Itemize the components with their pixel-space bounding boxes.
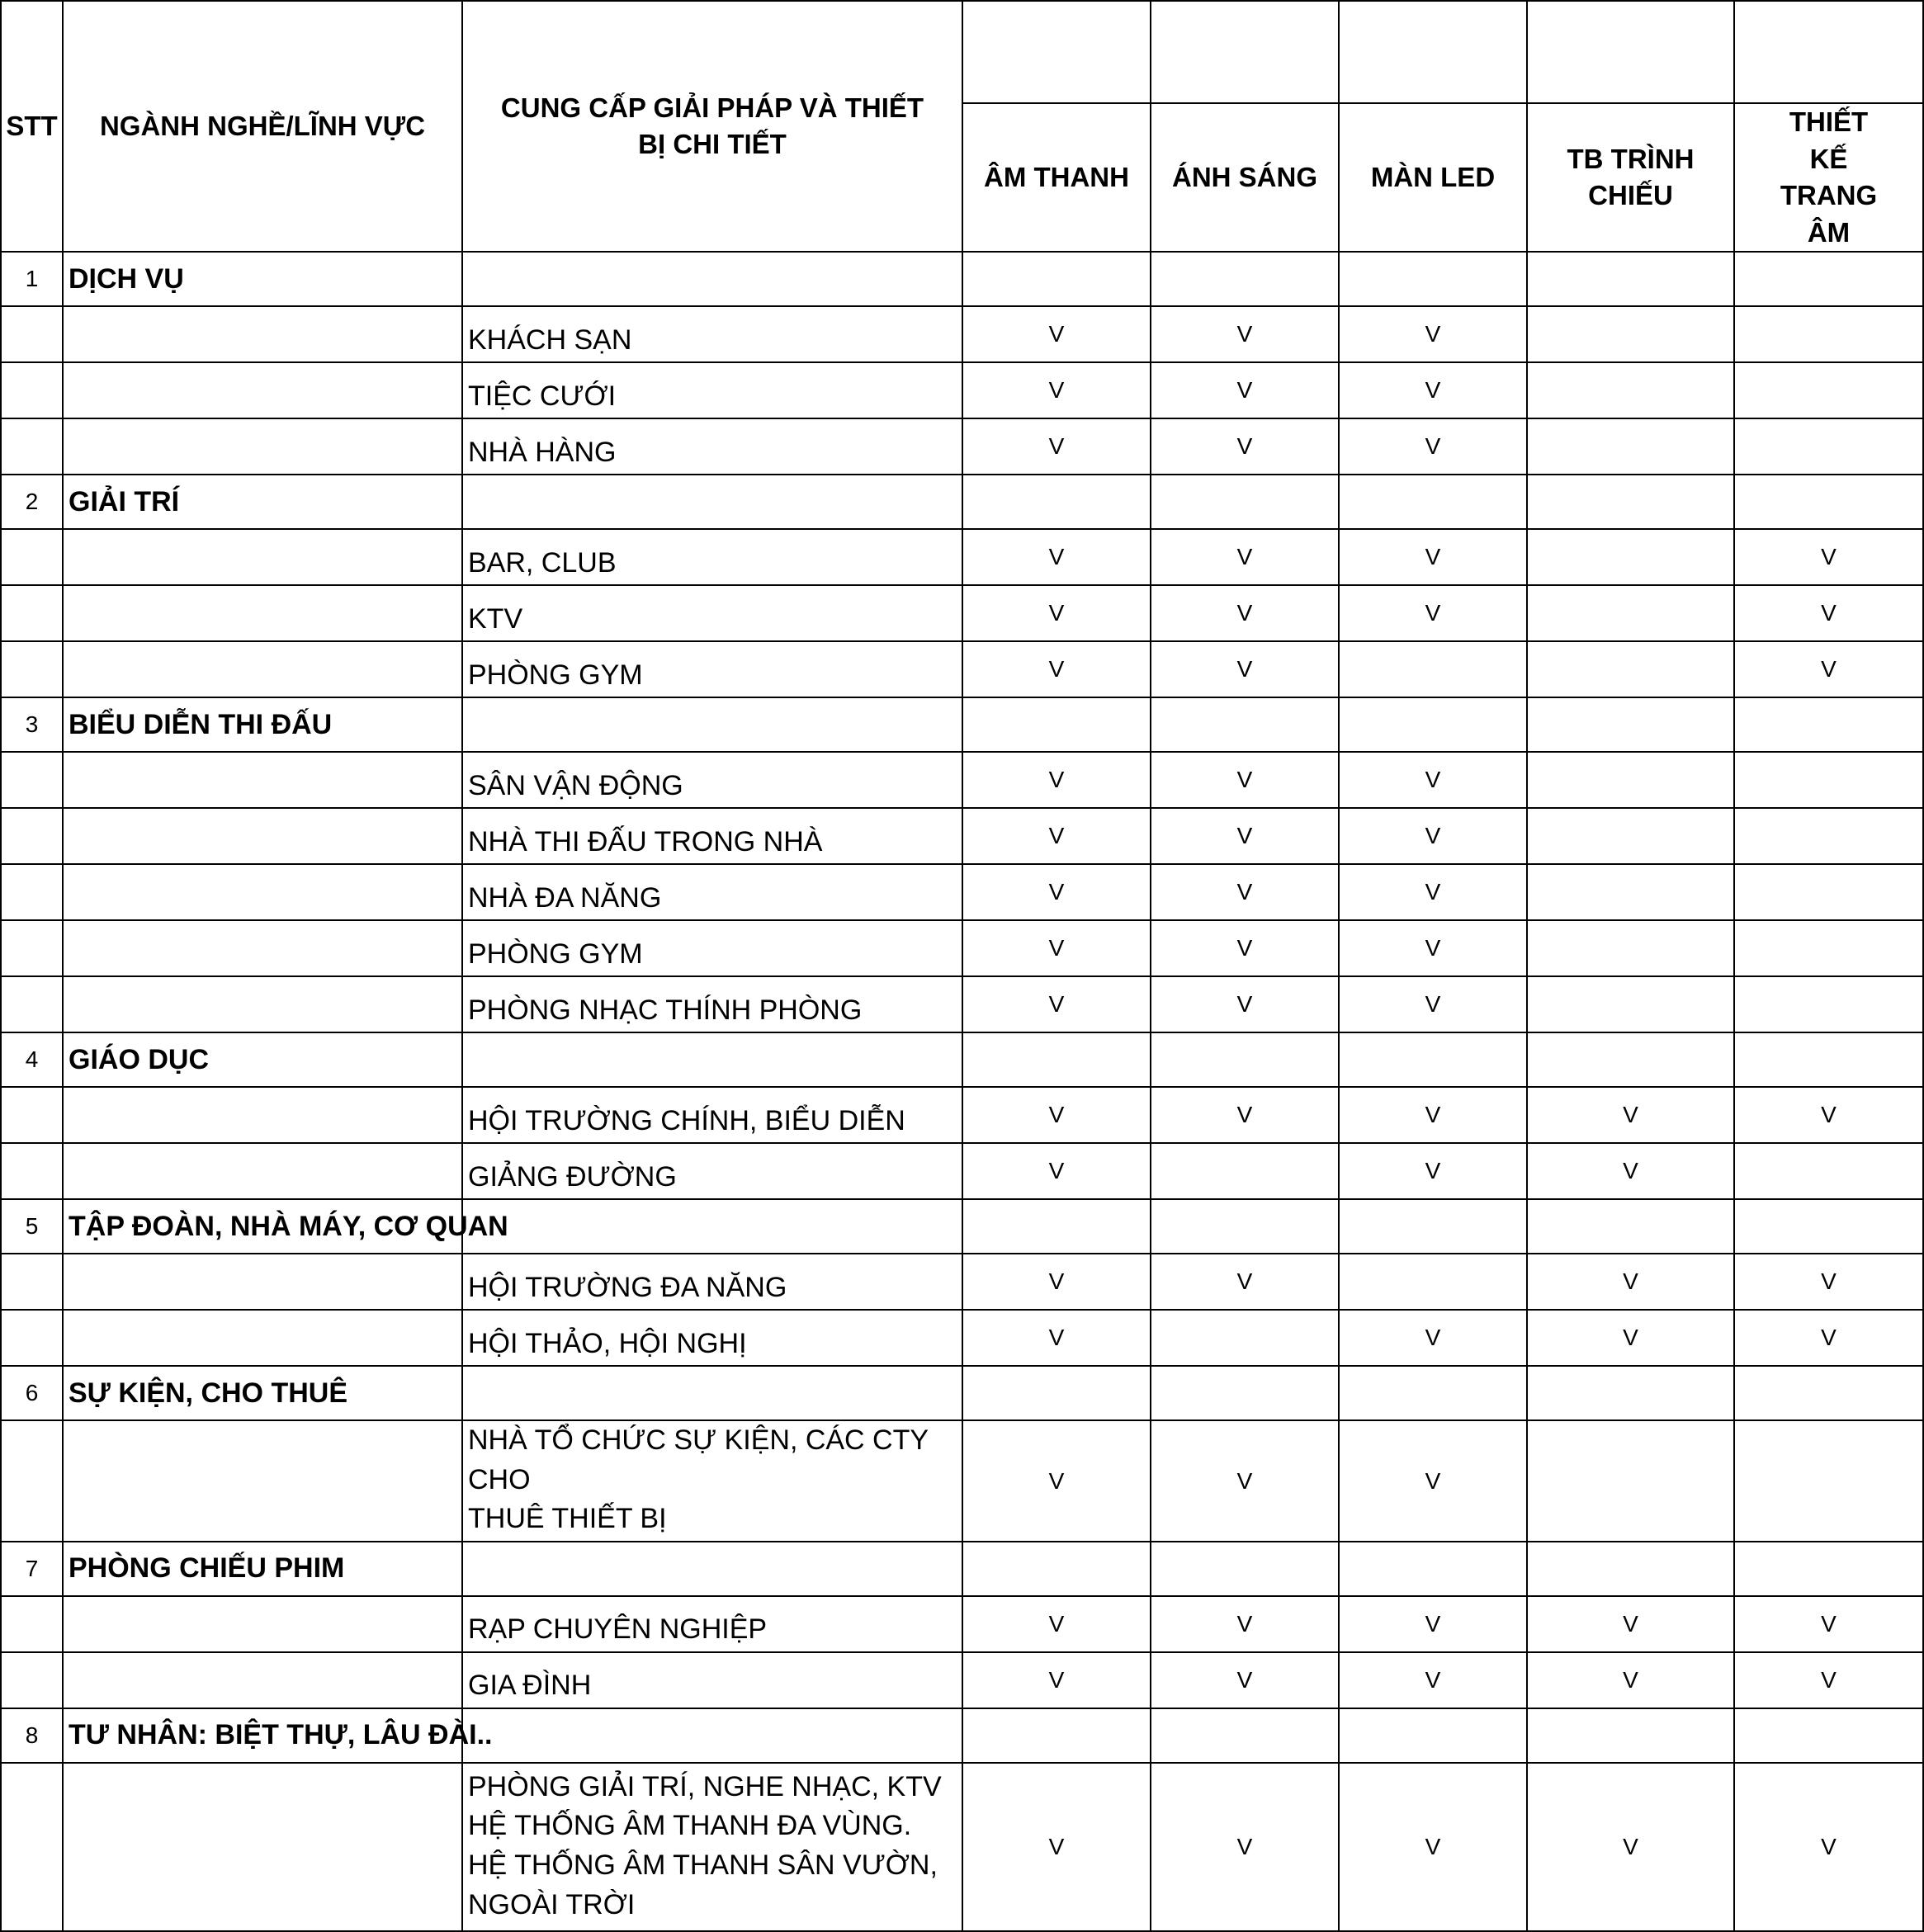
detail-line: NHÀ THI ĐẤU TRONG NHÀ <box>468 825 823 857</box>
group-mark-empty <box>962 1199 1151 1254</box>
row-sector-empty <box>63 1596 462 1652</box>
header-blank <box>1527 1 1734 103</box>
mark-tb-trinh-chieu <box>1527 752 1734 808</box>
mark-man-led: V <box>1339 306 1527 362</box>
mark-man-led: V <box>1339 808 1527 864</box>
mark-tb-trinh-chieu <box>1527 864 1734 920</box>
row-stt-empty <box>1 641 63 697</box>
mark-anh-sang: V <box>1151 306 1339 362</box>
group-name: GIÁO DỤC <box>63 1032 462 1087</box>
row-sector-empty <box>63 864 462 920</box>
row-detail <box>462 1596 962 1652</box>
mark-tb-trinh-chieu <box>1527 920 1734 976</box>
row-sector-empty <box>63 1420 462 1542</box>
mark-thiet-ke-trang-am: V <box>1734 1087 1923 1143</box>
mark-thiet-ke-trang-am: V <box>1734 1763 1923 1931</box>
mark-am-thanh: V <box>962 362 1151 418</box>
group-name: TẬP ĐOÀN, NHÀ MÁY, CƠ QUAN <box>63 1199 462 1254</box>
group-mark-empty <box>1734 697 1923 752</box>
group-stt: 5 <box>1 1199 63 1254</box>
group-mark-empty <box>1339 697 1527 752</box>
detail-line: HỆ THỐNG ÂM THANH SÂN VƯỜN, <box>468 1849 938 1881</box>
group-detail-empty <box>462 1199 962 1254</box>
row-stt-empty <box>1 864 63 920</box>
mark-man-led: V <box>1339 529 1527 585</box>
detail-line: NGOÀI TRỜI <box>468 1888 636 1920</box>
header-tb-trinh-chieu: TB TRÌNH CHIẾU <box>1527 103 1734 252</box>
row-stt-empty <box>1 418 63 475</box>
group-mark-empty <box>1734 1542 1923 1596</box>
group-row <box>1 475 1923 529</box>
table-row <box>1 864 1923 920</box>
mark-thiet-ke-trang-am <box>1734 920 1923 976</box>
detail-line: NHÀ TỔ CHỨC SỰ KIỆN, CÁC CTY CHO <box>468 1424 929 1495</box>
mark-tb-trinh-chieu <box>1527 418 1734 475</box>
row-detail <box>462 808 962 864</box>
mark-am-thanh: V <box>962 418 1151 475</box>
mark-am-thanh: V <box>962 920 1151 976</box>
row-sector-empty <box>63 306 462 362</box>
row-detail <box>462 306 962 362</box>
detail-line: NHÀ HÀNG <box>468 436 617 468</box>
mark-anh-sang: V <box>1151 1596 1339 1652</box>
mark-am-thanh: V <box>962 1254 1151 1310</box>
group-name: PHÒNG CHIẾU PHIM <box>63 1542 462 1596</box>
row-detail <box>462 1652 962 1708</box>
mark-man-led: V <box>1339 920 1527 976</box>
header-blank <box>1734 1 1923 103</box>
table-row <box>1 418 1923 475</box>
detail-line: TIỆC CƯỚI <box>468 380 617 412</box>
mark-man-led: V <box>1339 1652 1527 1708</box>
row-stt-empty <box>1 1087 63 1143</box>
mark-man-led: V <box>1339 864 1527 920</box>
group-mark-empty <box>1151 1366 1339 1420</box>
row-sector-empty <box>63 418 462 475</box>
mark-anh-sang: V <box>1151 641 1339 697</box>
mark-anh-sang: V <box>1151 418 1339 475</box>
mark-thiet-ke-trang-am: V <box>1734 1652 1923 1708</box>
mark-anh-sang: V <box>1151 1420 1339 1542</box>
mark-tb-trinh-chieu: V <box>1527 1596 1734 1652</box>
group-mark-empty <box>1339 252 1527 306</box>
group-mark-empty <box>1151 1542 1339 1596</box>
group-mark-empty <box>962 697 1151 752</box>
row-detail <box>462 920 962 976</box>
row-stt-empty <box>1 1763 63 1931</box>
mark-tb-trinh-chieu <box>1527 306 1734 362</box>
mark-anh-sang: V <box>1151 1087 1339 1143</box>
row-sector-empty <box>63 752 462 808</box>
detail-line: GIA ĐÌNH <box>468 1670 592 1702</box>
mark-tb-trinh-chieu: V <box>1527 1310 1734 1366</box>
mark-am-thanh: V <box>962 585 1151 641</box>
row-sector-empty <box>63 920 462 976</box>
mark-am-thanh: V <box>962 808 1151 864</box>
mark-man-led <box>1339 641 1527 697</box>
group-mark-empty <box>1527 1366 1734 1420</box>
mark-tb-trinh-chieu <box>1527 529 1734 585</box>
mark-am-thanh: V <box>962 529 1151 585</box>
mark-am-thanh: V <box>962 1763 1151 1931</box>
mark-man-led: V <box>1339 1763 1527 1931</box>
group-row <box>1 1366 1923 1420</box>
mark-tb-trinh-chieu <box>1527 808 1734 864</box>
group-stt: 1 <box>1 252 63 306</box>
group-mark-empty <box>1734 1032 1923 1087</box>
mark-thiet-ke-trang-am <box>1734 752 1923 808</box>
mark-anh-sang: V <box>1151 585 1339 641</box>
row-stt-empty <box>1 585 63 641</box>
row-detail <box>462 976 962 1032</box>
header-sector: NGÀNH NGHỀ/LĨNH VỰC <box>63 1 462 252</box>
group-mark-empty <box>1527 697 1734 752</box>
detail-line: HỆ THỐNG ÂM THANH ĐA VÙNG. <box>468 1810 912 1842</box>
detail-line: KHÁCH SẠN <box>468 324 632 356</box>
mark-anh-sang: V <box>1151 752 1339 808</box>
mark-anh-sang: V <box>1151 1763 1339 1931</box>
row-detail <box>462 1310 962 1366</box>
mark-am-thanh: V <box>962 864 1151 920</box>
group-mark-empty <box>1527 252 1734 306</box>
mark-man-led: V <box>1339 1310 1527 1366</box>
mark-thiet-ke-trang-am: V <box>1734 1254 1923 1310</box>
row-detail <box>462 1087 962 1143</box>
table-row <box>1 529 1923 585</box>
mark-tb-trinh-chieu: V <box>1527 1143 1734 1199</box>
mark-tb-trinh-chieu: V <box>1527 1763 1734 1931</box>
header-man-led: MÀN LED <box>1339 103 1527 252</box>
table-row <box>1 1143 1923 1199</box>
row-stt-empty <box>1 808 63 864</box>
group-mark-empty <box>962 475 1151 529</box>
mark-thiet-ke-trang-am <box>1734 864 1923 920</box>
group-detail-empty <box>462 1366 962 1420</box>
mark-man-led: V <box>1339 1596 1527 1652</box>
table-row <box>1 1652 1923 1708</box>
group-row <box>1 697 1923 752</box>
mark-man-led: V <box>1339 362 1527 418</box>
detail-line: HỘI THẢO, HỘI NGHỊ <box>468 1327 747 1359</box>
detail-line: PHÒNG GIẢI TRÍ, NGHE NHẠC, KTV <box>468 1770 942 1802</box>
mark-am-thanh: V <box>962 641 1151 697</box>
mark-tb-trinh-chieu: V <box>1527 1087 1734 1143</box>
row-sector-empty <box>63 1652 462 1708</box>
row-sector-empty <box>63 1763 462 1931</box>
group-mark-empty <box>1527 1708 1734 1763</box>
row-sector-empty <box>63 976 462 1032</box>
row-detail <box>462 1254 962 1310</box>
row-stt-empty <box>1 529 63 585</box>
header-blank <box>1339 1 1527 103</box>
header-anh-sang: ÁNH SÁNG <box>1151 103 1339 252</box>
group-name: GIẢI TRÍ <box>63 475 462 529</box>
detail-line: PHÒNG NHẠC THÍNH PHÒNG <box>468 994 863 1026</box>
table-row <box>1 920 1923 976</box>
table-row <box>1 1420 1923 1542</box>
mark-man-led <box>1339 1254 1527 1310</box>
group-mark-empty <box>962 1366 1151 1420</box>
row-stt-empty <box>1 362 63 418</box>
table-row <box>1 362 1923 418</box>
mark-man-led: V <box>1339 1420 1527 1542</box>
group-stt: 2 <box>1 475 63 529</box>
group-mark-empty <box>1151 697 1339 752</box>
row-stt-empty <box>1 1310 63 1366</box>
group-mark-empty <box>962 1708 1151 1763</box>
group-detail-empty <box>462 1708 962 1763</box>
row-stt-empty <box>1 1596 63 1652</box>
header-blank <box>962 1 1151 103</box>
group-mark-empty <box>1734 252 1923 306</box>
mark-thiet-ke-trang-am <box>1734 362 1923 418</box>
row-detail <box>462 1763 962 1931</box>
mark-thiet-ke-trang-am: V <box>1734 529 1923 585</box>
mark-anh-sang: V <box>1151 808 1339 864</box>
mark-am-thanh: V <box>962 1596 1151 1652</box>
mark-anh-sang: V <box>1151 864 1339 920</box>
group-row <box>1 1708 1923 1763</box>
row-stt-empty <box>1 306 63 362</box>
mark-thiet-ke-trang-am <box>1734 808 1923 864</box>
group-name: SỰ KIỆN, CHO THUÊ <box>63 1366 462 1420</box>
group-mark-empty <box>962 1032 1151 1087</box>
table-row <box>1 306 1923 362</box>
mark-thiet-ke-trang-am <box>1734 418 1923 475</box>
row-detail <box>462 362 962 418</box>
header-am-thanh: ÂM THANH <box>962 103 1151 252</box>
table-row <box>1 1310 1923 1366</box>
row-detail <box>462 418 962 475</box>
row-detail <box>462 1420 962 1542</box>
group-mark-empty <box>1151 1032 1339 1087</box>
group-mark-empty <box>1339 1199 1527 1254</box>
mark-anh-sang <box>1151 1143 1339 1199</box>
group-mark-empty <box>1339 1032 1527 1087</box>
table-row <box>1 1763 1923 1931</box>
table-body <box>1 252 1923 1931</box>
table-row <box>1 808 1923 864</box>
group-mark-empty <box>1734 1199 1923 1254</box>
mark-am-thanh: V <box>962 752 1151 808</box>
row-stt-empty <box>1 752 63 808</box>
header-detail: CUNG CẤP GIẢI PHÁP VÀ THIẾT BỊ CHI TIẾT <box>462 1 962 252</box>
row-sector-empty <box>63 585 462 641</box>
mark-anh-sang: V <box>1151 1652 1339 1708</box>
row-detail <box>462 529 962 585</box>
mark-thiet-ke-trang-am: V <box>1734 1310 1923 1366</box>
mark-thiet-ke-trang-am <box>1734 1420 1923 1542</box>
detail-line: SÂN VẬN ĐỘNG <box>468 769 683 801</box>
group-detail-empty <box>462 697 962 752</box>
mark-anh-sang: V <box>1151 920 1339 976</box>
table-row <box>1 1087 1923 1143</box>
group-mark-empty <box>1527 1032 1734 1087</box>
group-mark-empty <box>1734 1708 1923 1763</box>
mark-thiet-ke-trang-am: V <box>1734 585 1923 641</box>
mark-am-thanh: V <box>962 306 1151 362</box>
mark-am-thanh: V <box>962 1652 1151 1708</box>
row-sector-empty <box>63 529 462 585</box>
mark-am-thanh: V <box>962 1420 1151 1542</box>
mark-thiet-ke-trang-am <box>1734 1143 1923 1199</box>
mark-anh-sang: V <box>1151 362 1339 418</box>
mark-am-thanh: V <box>962 1310 1151 1366</box>
mark-man-led: V <box>1339 752 1527 808</box>
detail-line: NHÀ ĐA NĂNG <box>468 881 662 914</box>
row-sector-empty <box>63 1087 462 1143</box>
mark-man-led: V <box>1339 1143 1527 1199</box>
mark-anh-sang <box>1151 1310 1339 1366</box>
row-detail <box>462 752 962 808</box>
group-name: DỊCH VỤ <box>63 252 462 306</box>
mark-man-led: V <box>1339 418 1527 475</box>
row-sector-empty <box>63 362 462 418</box>
table-row <box>1 976 1923 1032</box>
row-sector-empty <box>63 641 462 697</box>
group-mark-empty <box>1339 1542 1527 1596</box>
detail-line: HỘI TRƯỜNG CHÍNH, BIỂU DIỄN <box>468 1104 905 1136</box>
row-sector-empty <box>63 1310 462 1366</box>
group-stt: 4 <box>1 1032 63 1087</box>
group-detail-empty <box>462 252 962 306</box>
mark-thiet-ke-trang-am <box>1734 306 1923 362</box>
row-detail <box>462 864 962 920</box>
group-row <box>1 1199 1923 1254</box>
group-mark-empty <box>1151 475 1339 529</box>
row-stt-empty <box>1 920 63 976</box>
group-row <box>1 1032 1923 1087</box>
group-row <box>1 252 1923 306</box>
detail-line: PHÒNG GYM <box>468 659 643 691</box>
mark-tb-trinh-chieu <box>1527 976 1734 1032</box>
group-stt: 8 <box>1 1708 63 1763</box>
group-name: BIỂU DIỄN THI ĐẤU <box>63 697 462 752</box>
row-detail <box>462 585 962 641</box>
row-stt-empty <box>1 1143 63 1199</box>
detail-line: HỘI TRƯỜNG ĐA NĂNG <box>468 1271 787 1303</box>
row-stt-empty <box>1 1420 63 1542</box>
group-mark-empty <box>1339 1708 1527 1763</box>
group-mark-empty <box>1527 475 1734 529</box>
group-mark-empty <box>1151 1708 1339 1763</box>
group-stt: 6 <box>1 1366 63 1420</box>
group-detail-empty <box>462 1032 962 1087</box>
detail-line: THUÊ THIẾT BỊ <box>468 1503 667 1535</box>
group-mark-empty <box>962 252 1151 306</box>
table-row <box>1 641 1923 697</box>
mark-anh-sang: V <box>1151 976 1339 1032</box>
group-detail-empty <box>462 475 962 529</box>
mark-am-thanh: V <box>962 976 1151 1032</box>
mark-man-led: V <box>1339 585 1527 641</box>
mark-man-led: V <box>1339 1087 1527 1143</box>
row-stt-empty <box>1 1652 63 1708</box>
group-mark-empty <box>962 1542 1151 1596</box>
table-row <box>1 752 1923 808</box>
group-name: TƯ NHÂN: BIỆT THỰ, LÂU ĐÀI.. <box>63 1708 462 1763</box>
mark-tb-trinh-chieu: V <box>1527 1254 1734 1310</box>
row-stt-empty <box>1 976 63 1032</box>
row-sector-empty <box>63 1143 462 1199</box>
mark-tb-trinh-chieu <box>1527 1420 1734 1542</box>
table-header <box>1 1 1923 252</box>
header-blank <box>1151 1 1339 103</box>
table-row <box>1 1596 1923 1652</box>
group-mark-empty <box>1527 1542 1734 1596</box>
mark-thiet-ke-trang-am <box>1734 976 1923 1032</box>
mark-thiet-ke-trang-am: V <box>1734 641 1923 697</box>
mark-tb-trinh-chieu <box>1527 585 1734 641</box>
detail-line: BAR, CLUB <box>468 546 617 579</box>
group-detail-empty <box>462 1542 962 1596</box>
row-detail <box>462 1143 962 1199</box>
header-thiet-ke-trang-am: THIẾT KẾ TRANG ÂM <box>1734 103 1923 252</box>
mark-man-led: V <box>1339 976 1527 1032</box>
detail-line: GIẢNG ĐƯỜNG <box>468 1160 677 1193</box>
group-mark-empty <box>1151 1199 1339 1254</box>
group-stt: 3 <box>1 697 63 752</box>
mark-tb-trinh-chieu <box>1527 641 1734 697</box>
row-stt-empty <box>1 1254 63 1310</box>
group-mark-empty <box>1151 252 1339 306</box>
row-detail <box>462 641 962 697</box>
detail-line: KTV <box>468 602 523 635</box>
mark-anh-sang: V <box>1151 529 1339 585</box>
group-mark-empty <box>1527 1199 1734 1254</box>
group-mark-empty <box>1339 1366 1527 1420</box>
group-stt: 7 <box>1 1542 63 1596</box>
mark-thiet-ke-trang-am: V <box>1734 1596 1923 1652</box>
row-sector-empty <box>63 808 462 864</box>
mark-am-thanh: V <box>962 1087 1151 1143</box>
detail-line: RẠP CHUYÊN NGHIỆP <box>468 1613 768 1646</box>
mark-tb-trinh-chieu: V <box>1527 1652 1734 1708</box>
mark-anh-sang: V <box>1151 1254 1339 1310</box>
group-mark-empty <box>1734 475 1923 529</box>
group-mark-empty <box>1339 475 1527 529</box>
mark-tb-trinh-chieu <box>1527 362 1734 418</box>
table-row <box>1 1254 1923 1310</box>
table-row <box>1 585 1923 641</box>
detail-line: PHÒNG GYM <box>468 938 643 970</box>
header-stt: STT <box>1 1 63 252</box>
mark-am-thanh: V <box>962 1143 1151 1199</box>
row-sector-empty <box>63 1254 462 1310</box>
group-row <box>1 1542 1923 1596</box>
group-mark-empty <box>1734 1366 1923 1420</box>
